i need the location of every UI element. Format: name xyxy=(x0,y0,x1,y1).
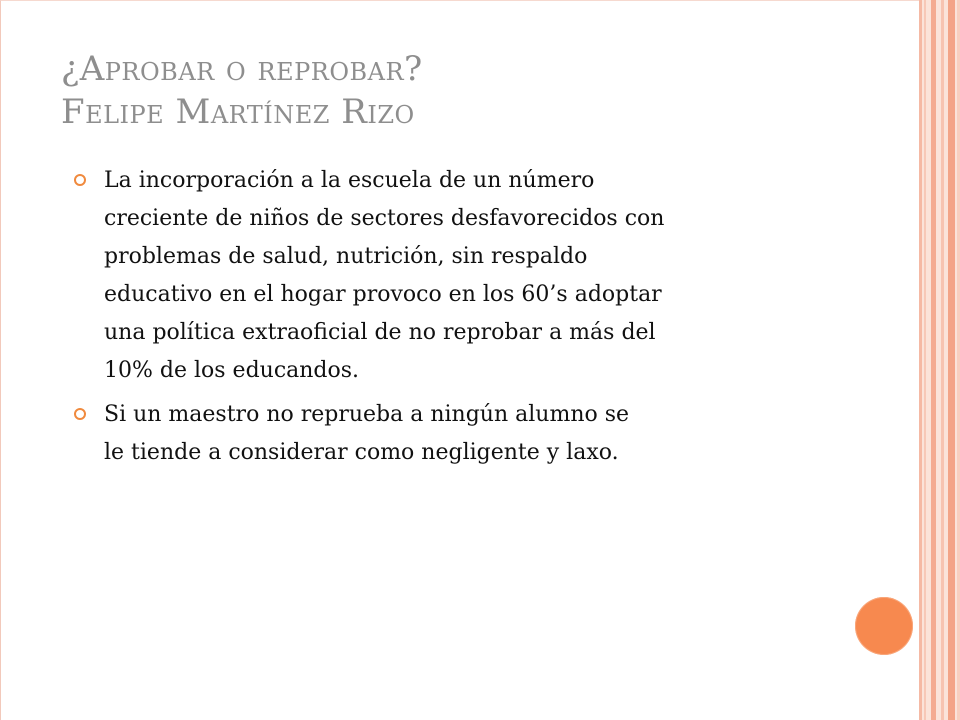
stripe xyxy=(924,0,926,720)
bullet-circle-icon xyxy=(74,174,86,186)
stripe xyxy=(941,0,944,720)
title-line-2: Felipe Martínez Rizo xyxy=(61,92,415,132)
bullet-text-line: le tiende a considerar como negligente y laxo. xyxy=(104,440,619,465)
title-line-1: ¿Aprobar o reprobar? xyxy=(61,49,423,89)
stripe xyxy=(919,0,922,720)
bullet-text-line: creciente de niños de sectores desfavorecidos con xyxy=(104,206,665,231)
stripe xyxy=(948,0,955,720)
bullet-list xyxy=(74,162,854,478)
orange-circle-decoration xyxy=(855,597,913,655)
bullet-item xyxy=(74,396,854,472)
stripe xyxy=(931,0,936,720)
slide-title xyxy=(61,48,861,134)
bullet-text-line: 10% de los educandos. xyxy=(104,358,360,383)
bullet-text-line: Si un maestro no reprueba a ningún alumno se xyxy=(104,402,630,427)
bullet-text-line: una política extraoficial de no reprobar a más del xyxy=(104,320,656,345)
decorative-stripes xyxy=(919,0,960,720)
bullet-circle-icon xyxy=(74,408,86,420)
bullet-text-line: educativo en el hogar provoco en los 60’s adoptar xyxy=(104,282,662,307)
bullet-text-line: La incorporación a la escuela de un número xyxy=(104,168,595,193)
bullet-item xyxy=(74,162,854,390)
bullet-text-line: problemas de salud, nutrición, sin respaldo xyxy=(104,244,588,269)
